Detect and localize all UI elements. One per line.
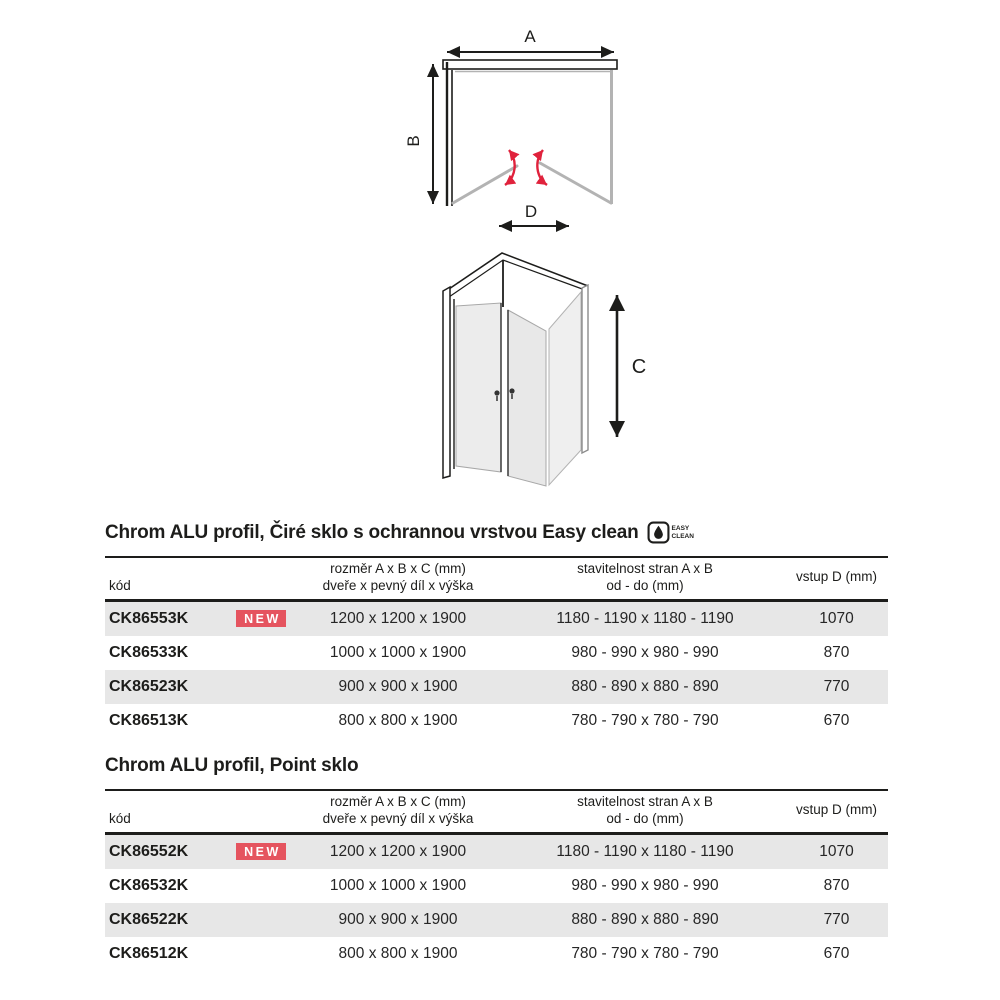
- header-entry: vstup D (mm): [785, 790, 888, 833]
- adjust-value: 880 - 890 x 880 - 890: [505, 670, 785, 704]
- entry-value: 670: [823, 944, 850, 962]
- size-value: 1000 x 1000 x 1900: [329, 876, 467, 894]
- size-value: 900 x 900 x 1900: [291, 903, 505, 937]
- header-badge-spacer: [231, 790, 291, 833]
- easy-clean-label-line1: EASY: [671, 525, 690, 533]
- product-code: CK86533K: [109, 643, 189, 661]
- spec-table-point-sklo: [105, 789, 888, 971]
- top-view-plan: [404, 27, 617, 226]
- spec-table-easy-clean: [105, 556, 888, 738]
- entry-value: 770: [785, 903, 888, 937]
- header-adjust: [505, 790, 785, 833]
- easy-clean-badge: [647, 521, 694, 544]
- header-adjust-line1: stavitelnost stran A x B: [577, 793, 713, 809]
- badge-cell: [231, 636, 291, 670]
- header-size-line2: dveře x pevný díl x výška: [322, 810, 474, 826]
- badge-cell: [231, 903, 291, 937]
- badge-cell: [231, 704, 291, 738]
- adjust-value: 1180 - 1190 x 1180 - 1190: [505, 833, 785, 869]
- door-handle-right-icon: [509, 388, 514, 393]
- door-handle-left-icon: [494, 390, 499, 395]
- easy-clean-label: [672, 525, 694, 540]
- entry-value: 670: [823, 711, 850, 729]
- product-code: CK86552K: [105, 833, 231, 869]
- new-badge: NEW: [236, 843, 286, 861]
- table-row: [105, 600, 888, 636]
- easy-clean-drop-icon: [647, 521, 670, 544]
- wall-profile-top: [443, 60, 617, 69]
- iso-view: [443, 253, 646, 486]
- glass-panel-right-wall: [549, 292, 581, 485]
- glass-door-left: [456, 303, 501, 472]
- dimension-label-a: A: [524, 27, 536, 46]
- section-title-text: Chrom ALU profil, Point sklo: [105, 754, 359, 776]
- entry-value: 1070: [785, 600, 888, 636]
- header-entry: vstup D (mm): [785, 557, 888, 600]
- badge-cell: [231, 833, 291, 869]
- section-title-easy-clean: [105, 521, 888, 544]
- product-code: CK86553K: [105, 600, 231, 636]
- dimension-label-d: D: [524, 202, 538, 221]
- badge-cell: [231, 869, 291, 903]
- section-title-text: Chrom ALU profil, Čiré sklo s ochrannou vrstvou Easy clean: [105, 521, 639, 543]
- header-code: kód: [105, 557, 231, 600]
- table-row: [105, 937, 888, 971]
- door-right-open: [540, 163, 611, 203]
- header-size: [291, 557, 505, 600]
- entry-value: 870: [823, 876, 850, 894]
- table-row: [105, 903, 888, 937]
- new-badge: NEW: [236, 610, 286, 628]
- size-value: 1200 x 1200 x 1900: [291, 833, 505, 869]
- header-badge-spacer: [231, 557, 291, 600]
- header-code: kód: [105, 790, 231, 833]
- table-header-row: [105, 557, 888, 600]
- header-adjust-line2: od - do (mm): [606, 577, 684, 593]
- size-value: 800 x 800 x 1900: [338, 711, 458, 729]
- size-value: 800 x 800 x 1900: [338, 944, 458, 962]
- adjust-value: 980 - 990 x 980 - 990: [571, 876, 719, 894]
- size-value: 900 x 900 x 1900: [291, 670, 505, 704]
- badge-cell: [231, 937, 291, 971]
- dimension-label-b: B: [404, 135, 423, 147]
- entry-value: 1070: [785, 833, 888, 869]
- product-code: CK86513K: [109, 711, 189, 729]
- badge-cell: [231, 600, 291, 636]
- header-size-line1: rozměr A x B x C (mm): [330, 561, 466, 576]
- header-size-line1: rozměr A x B x C (mm): [330, 793, 466, 809]
- product-code: CK86522K: [105, 903, 231, 937]
- size-value: 1200 x 1200 x 1900: [291, 600, 505, 636]
- badge-cell: [231, 670, 291, 704]
- adjust-value: 880 - 890 x 880 - 890: [505, 903, 785, 937]
- header-adjust-line1: stavitelnost stran A x B: [577, 561, 713, 576]
- header-adjust-line2: od - do (mm): [606, 810, 684, 826]
- table-row: [105, 833, 888, 869]
- size-value: 1000 x 1000 x 1900: [329, 643, 467, 661]
- adjust-value: 780 - 790 x 780 - 790: [571, 944, 719, 962]
- adjust-value: 980 - 990 x 980 - 990: [571, 643, 719, 661]
- header-adjust: [505, 557, 785, 600]
- spec-content: [105, 521, 888, 971]
- wall-profile-right: [582, 285, 588, 453]
- table-row: [105, 636, 888, 670]
- adjust-value: 1180 - 1190 x 1180 - 1190: [505, 600, 785, 636]
- easy-clean-label-line2: CLEAN: [671, 532, 694, 540]
- section-point-sklo: [105, 755, 888, 971]
- header-size-line2: dveře x pevný díl x výška: [322, 577, 474, 593]
- header-size: [291, 790, 505, 833]
- section-title-point-sklo: [105, 755, 888, 777]
- dimension-label-c: C: [631, 356, 647, 378]
- entry-value: 870: [823, 643, 850, 661]
- product-code: CK86523K: [105, 670, 231, 704]
- table-row: [105, 869, 888, 903]
- table-row: [105, 704, 888, 738]
- wall-profile-left: [443, 287, 450, 478]
- product-code: CK86512K: [109, 944, 189, 962]
- section-easy-clean: [105, 521, 888, 738]
- entry-value: 770: [785, 670, 888, 704]
- ceiling-rail-outer: [446, 253, 588, 291]
- glass-door-right: [508, 310, 546, 486]
- ceiling-rail-inner: [449, 260, 585, 297]
- product-code: CK86532K: [109, 876, 189, 894]
- adjust-value: 780 - 790 x 780 - 790: [571, 711, 719, 729]
- table-header-row: [105, 790, 888, 833]
- table-row: [105, 670, 888, 704]
